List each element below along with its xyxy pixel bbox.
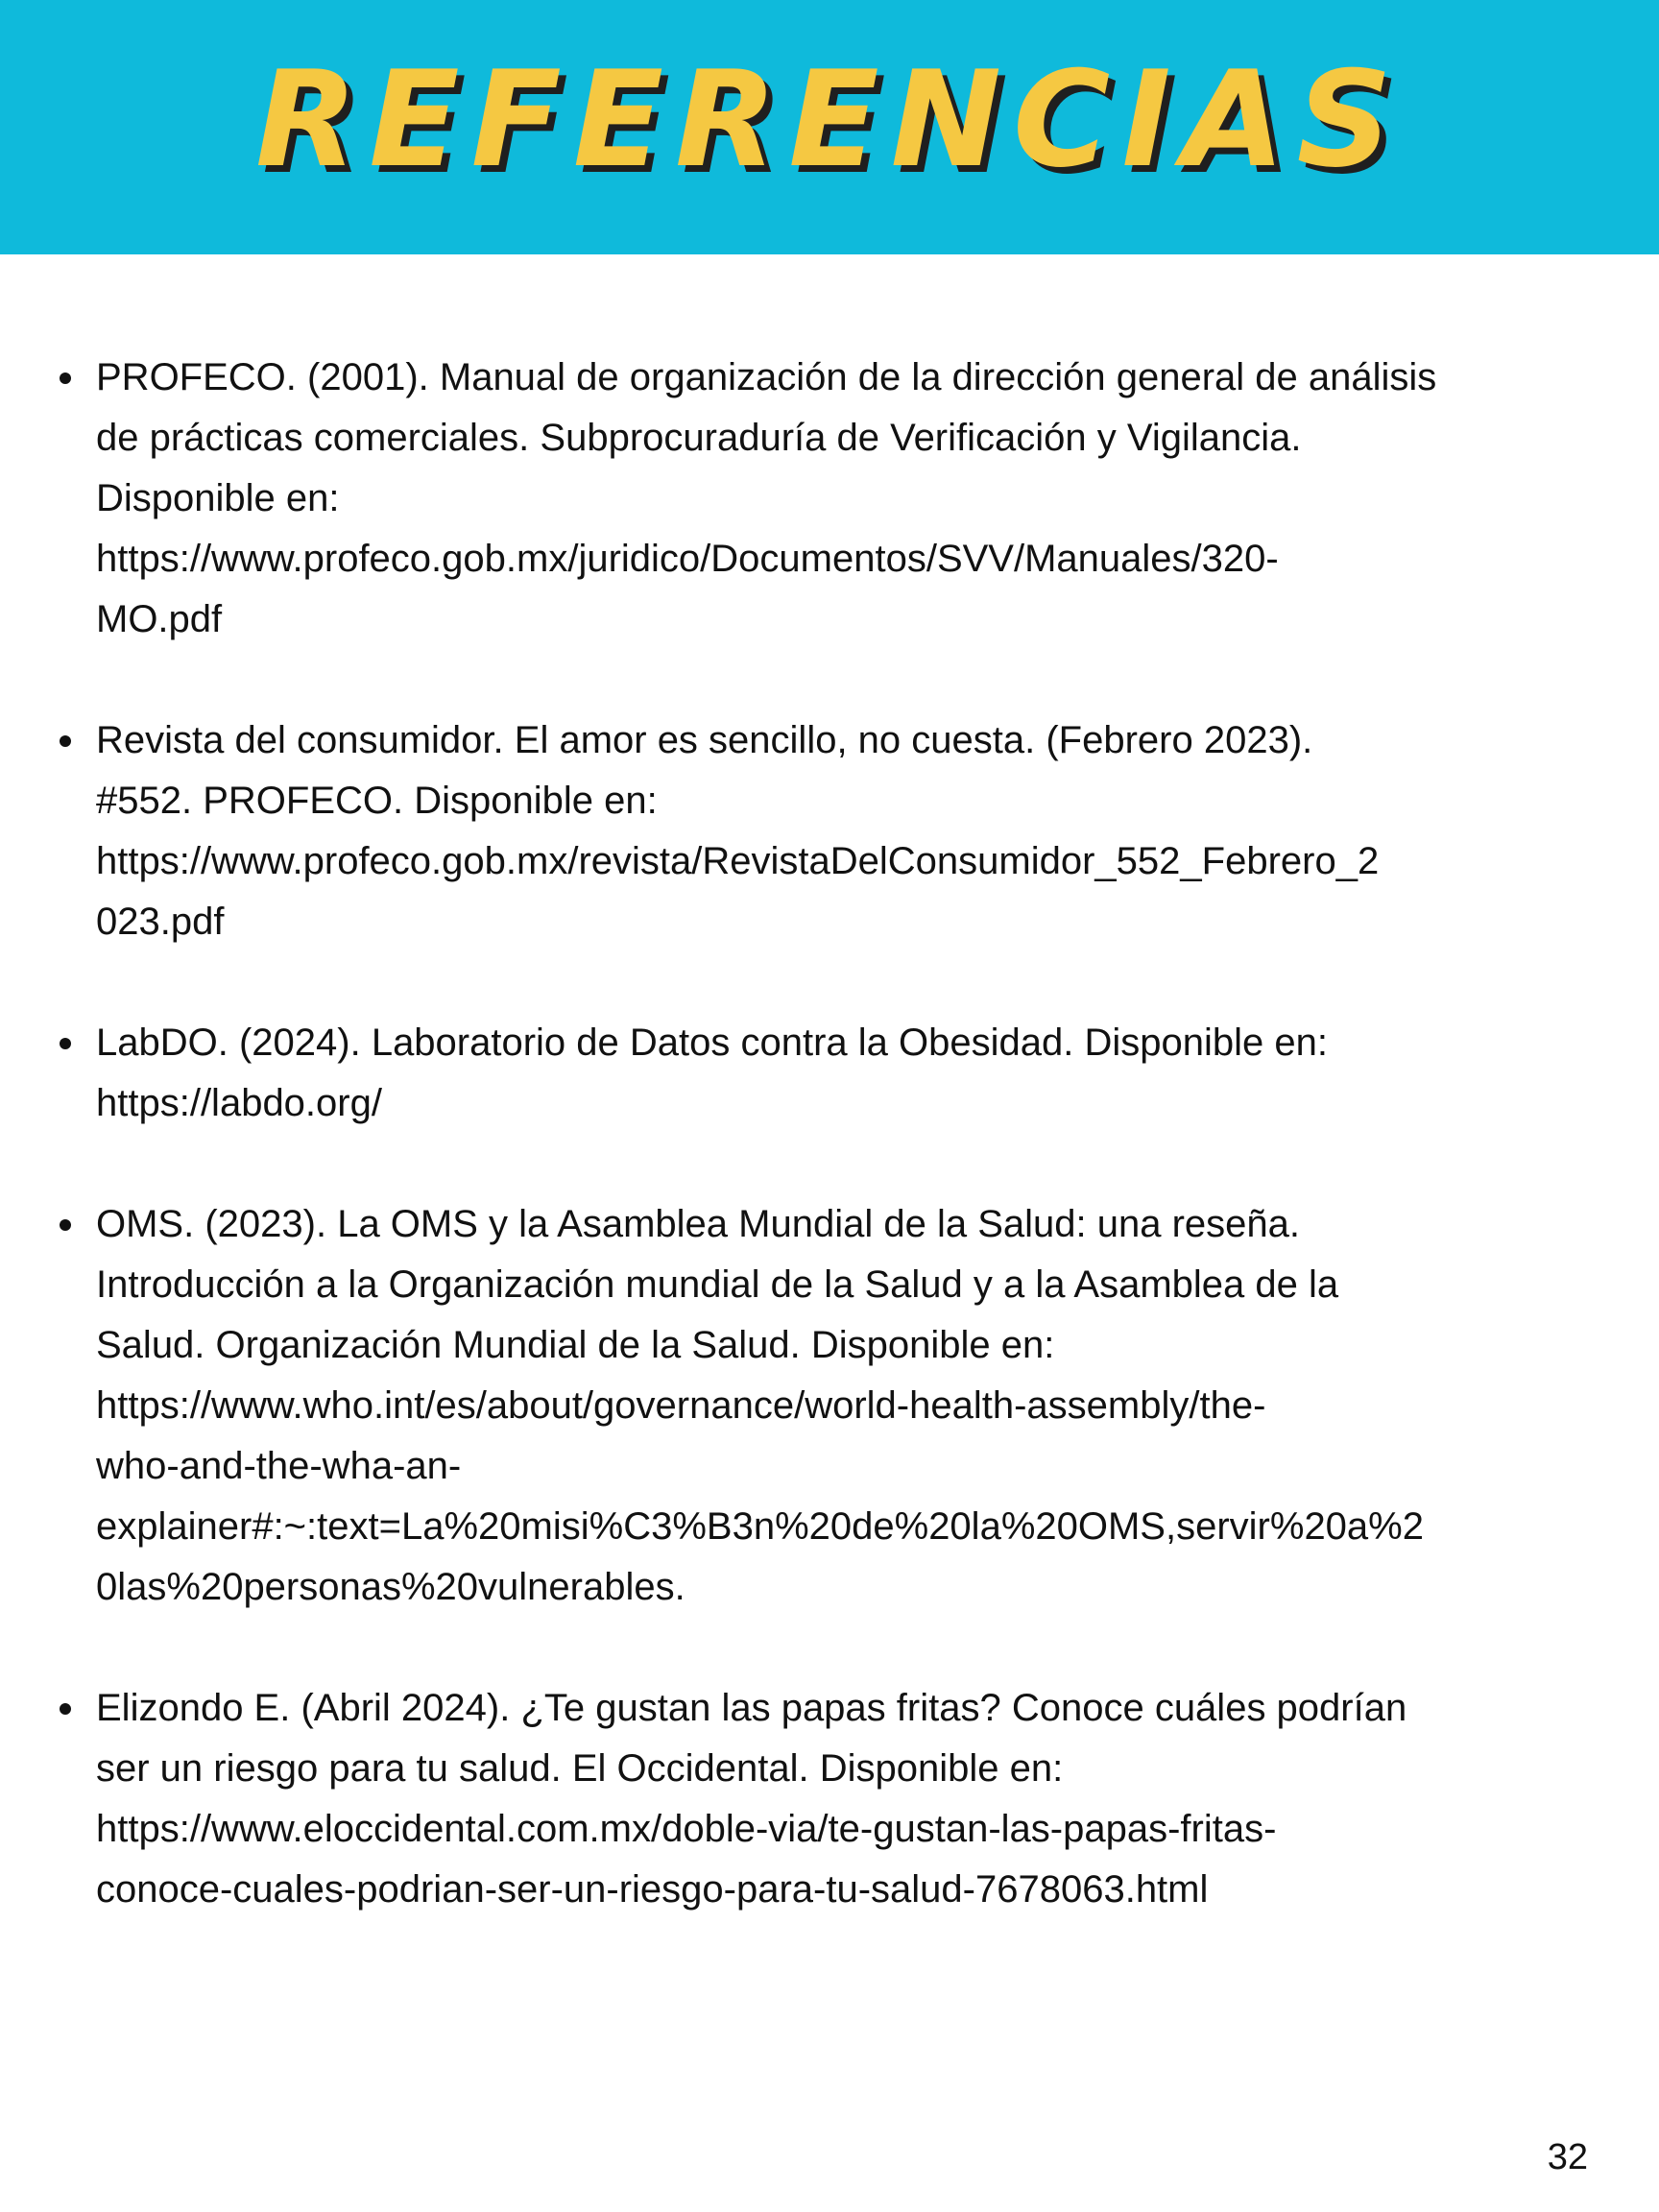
- reference-list: [60, 348, 1634, 1920]
- reference-line: Disponible en:: [96, 477, 340, 519]
- bullet-icon: [60, 1703, 71, 1715]
- reference-line: LabDO. (2024). Laboratorio de Datos contra la Obesidad. Disponible en:: [96, 1022, 1328, 1064]
- reference-link[interactable]: https://www.eloccidental.com.mx/doble-via/te-gustan-las-papas-fritas-: [96, 1808, 1277, 1850]
- reference-line: Salud. Organización Mundial de la Salud. Disponible en:: [96, 1324, 1055, 1366]
- page-number: 32: [1547, 2137, 1588, 2177]
- reference-link[interactable]: who-and-the-wha-an-: [96, 1445, 462, 1487]
- reference-line: Revista del consumidor. El amor es sencillo, no cuesta. (Febrero 2023).: [96, 719, 1313, 761]
- reference-line: PROFECO. (2001). Manual de organización de la dirección general de análisis: [96, 356, 1437, 398]
- reference-line: de prácticas comerciales. Subprocuraduría de Verificación y Vigilancia.: [96, 417, 1302, 459]
- header-banner: [0, 0, 1659, 254]
- reference-line: Introducción a la Organización mundial de la Salud y a la Asamblea de la: [96, 1263, 1339, 1306]
- reference-link[interactable]: https://www.profeco.gob.mx/juridico/Documentos/SVV/Manuales/320-: [96, 538, 1279, 580]
- reference-item: [60, 1013, 1634, 1134]
- reference-line: ser un riesgo para tu salud. El Occidental. Disponible en:: [96, 1747, 1064, 1790]
- reference-link[interactable]: https://www.profeco.gob.mx/revista/RevistaDelConsumidor_552_Febrero_2: [96, 840, 1380, 882]
- bullet-icon: [60, 1219, 71, 1231]
- reference-line: #552. PROFECO. Disponible en:: [96, 780, 658, 822]
- reference-line: Elizondo E. (Abril 2024). ¿Te gustan las papas fritas? Conoce cuáles podrían: [96, 1687, 1407, 1729]
- reference-link[interactable]: conoce-cuales-podrian-ser-un-riesgo-para-tu-salud-7678063.html: [96, 1868, 1209, 1911]
- reference-line: OMS. (2023). La OMS y la Asamblea Mundial de la Salud: una reseña.: [96, 1203, 1301, 1245]
- bullet-icon: [60, 735, 71, 747]
- reference-link[interactable]: 0las%20personas%20vulnerables.: [96, 1566, 685, 1608]
- reference-link[interactable]: 023.pdf: [96, 901, 225, 943]
- reference-link[interactable]: https://www.who.int/es/about/governance/world-health-assembly/the-: [96, 1384, 1266, 1427]
- reference-item: [60, 710, 1634, 952]
- reference-item: [60, 1678, 1634, 1920]
- reference-link[interactable]: explainer#:~:text=La%20misi%C3%B3n%20de%20la%20OMS,servir%20a%2: [96, 1505, 1424, 1548]
- reference-link[interactable]: https://labdo.org/: [96, 1082, 382, 1124]
- bullet-icon: [60, 373, 71, 384]
- bullet-icon: [60, 1038, 71, 1049]
- reference-item: [60, 348, 1634, 650]
- page-title: REFERENCIAS: [255, 42, 1404, 197]
- reference-item: [60, 1194, 1634, 1618]
- reference-link[interactable]: MO.pdf: [96, 598, 223, 640]
